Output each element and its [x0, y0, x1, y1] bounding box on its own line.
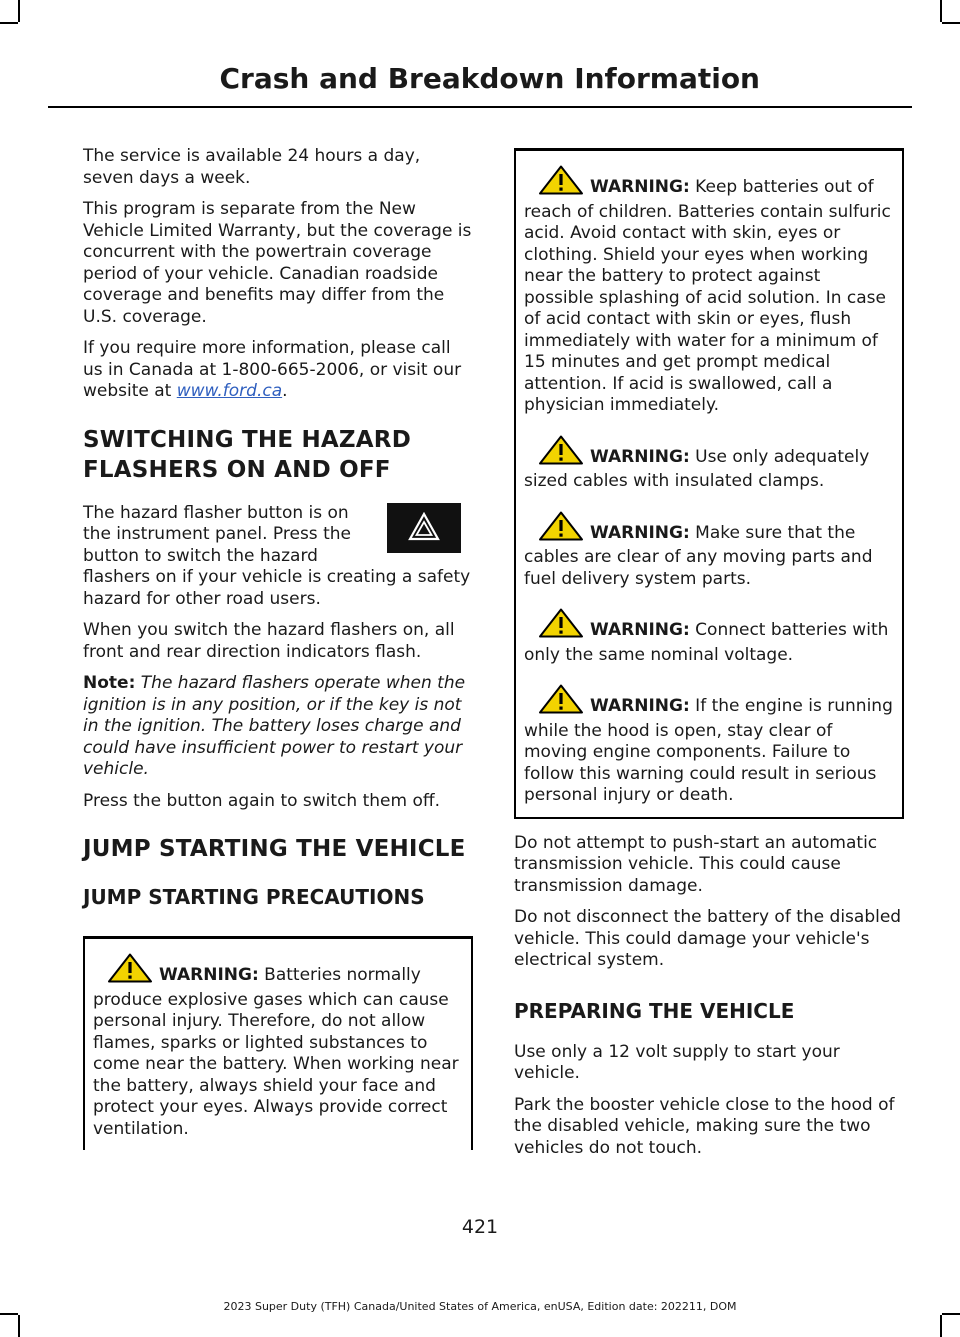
crop-mark	[18, 1315, 20, 1337]
paragraph: Park the booster vehicle close to the hood of the disabled vehicle, making sure the two vehicles do not touch.	[514, 1094, 895, 1158]
section-heading: JUMP STARTING THE VEHICLE	[83, 836, 466, 862]
page-number: 421	[461, 1216, 499, 1238]
crop-mark	[940, 0, 942, 22]
crop-mark	[18, 0, 20, 22]
section-heading: SWITCHING THE HAZARD FLASHERS ON AND OFF	[83, 426, 411, 483]
website-link[interactable]: www.ford.ca	[176, 381, 283, 401]
crop-mark	[0, 22, 18, 24]
warning-text: Connect batteries with only the same nominal voltage.	[524, 620, 889, 665]
paragraph: Press the button again to switch them off.	[83, 790, 440, 811]
paragraph: The hazard flasher button is on the instrument panel. Press the button to switch the hazard flashers on if your vehicle is creating a safety hazard for other road users.	[83, 502, 471, 609]
right-column	[514, 148, 904, 1169]
paragraph: Do not disconnect the battery of the disabled vehicle. This could damage your vehicle's electrical system.	[514, 907, 902, 970]
warning-label: WARNING:	[159, 965, 259, 985]
note-text: The hazard flashers operate when the ignition is in any position, or if the key is not in the ignition. The battery loses charge and could have insufficient power to restart your vehicle.	[83, 673, 466, 779]
warning-triangle-icon	[538, 608, 584, 645]
paragraph: When you switch the hazard flashers on, all front and rear direction indicators flash.	[83, 620, 455, 662]
warning-box	[83, 936, 473, 1150]
paragraph: Use only a 12 volt supply to start your vehicle.	[514, 1041, 840, 1083]
hazard-flasher-icon	[387, 503, 461, 553]
warning	[524, 608, 894, 666]
crop-mark	[0, 1313, 18, 1315]
paragraph-text: If you require more information, please call us in Canada at 1-800-665-2006, or visit our website at	[83, 338, 462, 401]
paragraph: This program is separate from the New Vehicle Limited Warranty, but the coverage is concurrent with the powertrain coverage period of your vehicle. Canadian roadside coverage and benefits may differ from the U.S. coverage.	[83, 199, 472, 327]
warning	[524, 511, 894, 591]
warning-text: If the engine is running while the hood is open, stay clear of moving engine components. Failure to follow this warning could result in serious personal injury or death.	[524, 696, 893, 805]
title-rule	[48, 106, 912, 108]
warning-triangle-icon	[538, 684, 584, 721]
warning	[524, 165, 894, 417]
crop-mark	[942, 1313, 960, 1315]
paragraph: The service is available 24 hours a day, seven days a week.	[83, 146, 421, 188]
note-label: Note:	[83, 673, 136, 693]
left-column	[83, 146, 473, 1160]
warning-label: WARNING:	[590, 620, 690, 640]
warning-label: WARNING:	[590, 696, 690, 716]
paragraph-text: .	[282, 381, 288, 401]
note	[83, 673, 473, 781]
footer-text: 2023 Super Duty (TFH) Canada/United States of America, enUSA, Edition date: 202211, DOM	[223, 1300, 737, 1313]
subsection-heading: JUMP STARTING PRECAUTIONS	[83, 885, 425, 909]
hazard-block	[83, 503, 473, 611]
warning-triangle-icon	[107, 953, 153, 990]
warning-text: Make sure that the cables are clear of any moving parts and fuel delivery system parts.	[524, 522, 873, 589]
warning-text: Batteries normally produce explosive gases which can cause personal injury. Therefore, do not allow flames, sparks or lighted substances to come near the battery. When working near the battery, always shield your face and protect your eyes. Always provide correct ventilation.	[93, 965, 459, 1139]
paragraph	[83, 338, 473, 403]
warning-label: WARNING:	[590, 522, 690, 543]
warning-triangle-icon	[538, 511, 584, 548]
warning-triangle-icon	[538, 435, 584, 472]
warning	[524, 684, 894, 807]
crop-mark	[942, 22, 960, 24]
page-title: Crash and Breakdown Information	[219, 62, 760, 95]
warning-triangle-icon	[538, 165, 584, 202]
warning-label: WARNING:	[590, 177, 690, 197]
warning	[524, 435, 894, 493]
paragraph: Do not attempt to push-start an automatic transmission vehicle. This could cause transmission damage.	[514, 832, 878, 896]
warning-text: Use only adequately sized cables with insulated clamps.	[524, 446, 870, 491]
warning-text: Keep batteries out of reach of children. Batteries contain sulfuric acid. Avoid contact with skin, eyes or clothing. Shield your eyes when working near the battery to protect against possible splashing of acid solution. In case of acid contact with skin or eyes, flush immediately with water for a minimum of 15 minutes and get prompt medical attention. If acid is swallowed, call a physician immediately.	[524, 177, 891, 415]
warning	[93, 953, 463, 1140]
subsection-heading: PREPARING THE VEHICLE	[514, 998, 795, 1023]
warning-label: WARNING:	[590, 446, 690, 467]
warning-box	[514, 148, 904, 819]
crop-mark	[940, 1315, 942, 1337]
